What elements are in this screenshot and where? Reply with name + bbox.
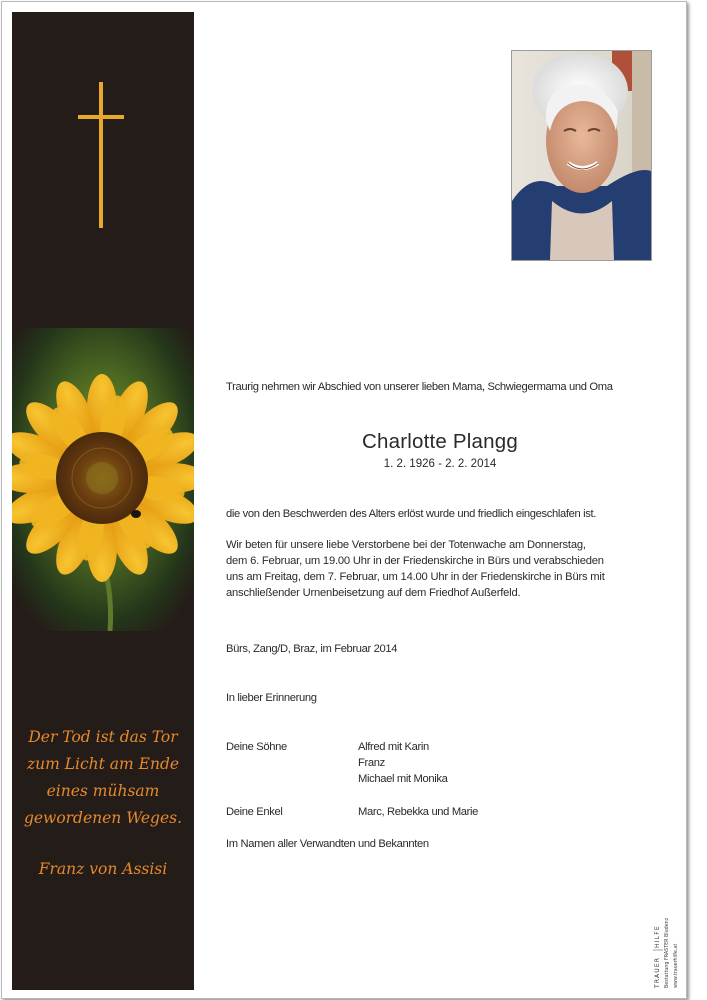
- son-entry: Alfred mit Karin: [358, 741, 429, 753]
- quote-line: zum Licht am Ende: [26, 755, 180, 773]
- grandchildren-names: Marc, Rebekka und Marie: [358, 806, 479, 818]
- portrait-photo: [511, 50, 652, 261]
- service-line: anschließender Urnenbeisetzung auf dem Friedhof Außerfeld.: [226, 587, 521, 599]
- side-band: [12, 12, 194, 990]
- service-line: dem 6. Februar, um 19.00 Uhr in der Friedenskirche in Bürs und verabschieden: [226, 555, 604, 567]
- grandchildren-label: Deine Enkel: [226, 806, 283, 818]
- place-date: Bürs, Zang/D, Braz, im Februar 2014: [226, 643, 398, 655]
- life-dates: 1. 2. 1926 - 2. 2. 2014: [383, 458, 497, 470]
- funeral-home-imprint: [651, 884, 685, 988]
- quote-line: eines mühsam: [46, 782, 160, 800]
- imprint-brand-top: TRAUER: [654, 956, 661, 988]
- sons-label: Deine Söhne: [226, 741, 287, 753]
- service-paragraph: [226, 537, 654, 601]
- intro-text: Traurig nehmen wir Abschied von unserer lieben Mama, Schwiegermama und Oma: [226, 381, 613, 393]
- quote-line: gewordenen Weges.: [23, 809, 183, 827]
- latin-cross-icon: [78, 82, 126, 228]
- quote: [12, 724, 194, 832]
- deceased-name: Charlotte Plangg: [362, 430, 518, 453]
- quote-line: Der Tod ist das Tor: [28, 728, 178, 746]
- sons-list: [358, 739, 447, 787]
- sunflower-image: [12, 328, 194, 631]
- son-entry: Franz: [358, 757, 385, 769]
- son-entry: Michael mit Monika: [358, 773, 448, 785]
- imprint-brand-bottom: HILFE: [654, 925, 661, 948]
- service-line: uns am Freitag, dem 7. Februar, um 14.00 Uhr in der Friedenskirche in Bürs mit: [226, 571, 605, 583]
- service-line: Wir beten für unsere liebe Verstorbene bei der Totenwache am Donnerstag,: [226, 539, 586, 551]
- quote-author: Franz von Assisi: [38, 860, 168, 878]
- imprint-line-2: www.trauerhilfe.at: [674, 943, 679, 988]
- remembrance-text: In lieber Erinnerung: [226, 692, 317, 704]
- closing-text: Im Namen aller Verwandten und Bekannten: [226, 838, 429, 850]
- imprint-line-1: Bestattung FRASTER Bludenz: [665, 917, 670, 988]
- passing-text: die von den Beschwerden des Alters erlöst wurde und friedlich eingeschlafen ist.: [226, 508, 597, 520]
